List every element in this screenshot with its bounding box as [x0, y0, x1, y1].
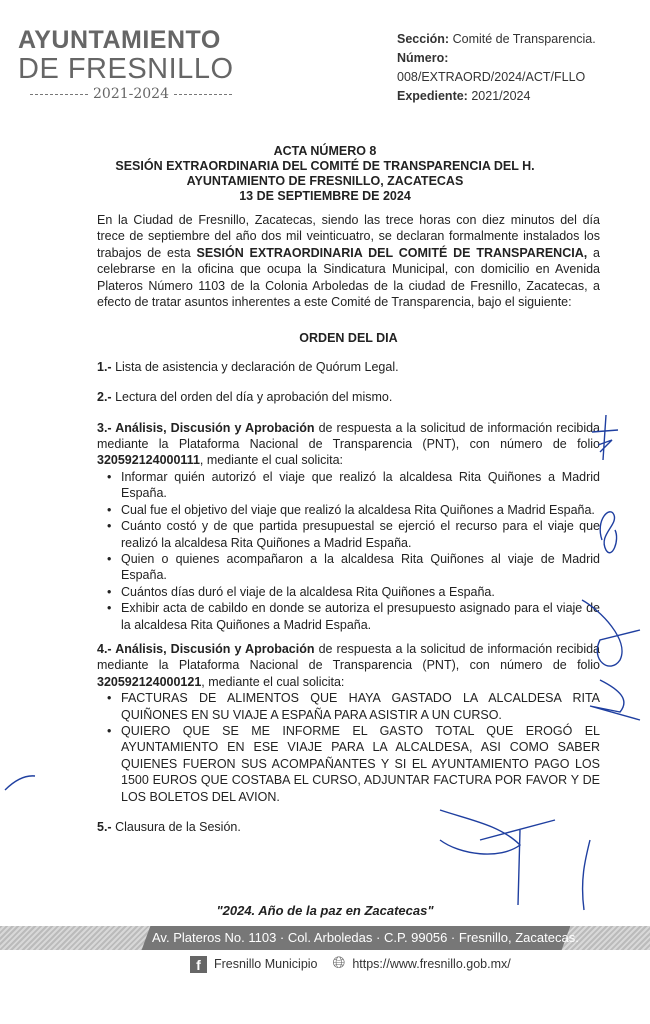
orden-item-4: [97, 641, 600, 805]
item-number: 5.-: [97, 820, 112, 834]
list-item: • Cual fue el objetivo del viaje que realizó la alcaldesa Rita Quiñones a Madrid España.: [97, 502, 600, 518]
title-line: SESIÓN EXTRAORDINARIA DEL COMITÉ DE TRANSPARENCIA DEL H.: [115, 159, 535, 173]
footer-address-band: [0, 926, 650, 950]
logo-years-text: 2021-2024: [93, 86, 169, 102]
item-text: , mediante el cual solicita:: [199, 453, 344, 468]
item-bold: Análisis, Discusión y Aprobación: [111, 641, 315, 656]
facebook-link[interactable]: Fresnillo Municipio: [214, 957, 318, 971]
footer-motto: "2024. Año de la paz en Zacatecas": [216, 903, 434, 918]
numero-label: Número:: [397, 51, 449, 65]
website-link[interactable]: https://www.fresnillo.gob.mx/: [352, 957, 511, 971]
signature-mark: [5, 776, 35, 790]
orden-item-1: [97, 359, 600, 375]
footer-contact: [190, 955, 511, 973]
intro-paragraph: [97, 212, 600, 310]
intro-text: a celebrarse en la oficina que ocupa la Sindicatura Municipal, con domicilio en Avenida Plateros Número 1103 de la Colonia Arboledas de la ciudad de Fresnillo, Zacatecas, a efecto de tratar asuntos inherentes a este Comité de Transparencia, bajo el siguiente:: [97, 245, 600, 310]
document-body: [97, 212, 600, 849]
logo-line2: DE FRESNILLO: [18, 53, 234, 85]
logo-line1: AYUNTAMIENTO: [18, 26, 221, 54]
signature-mark: [600, 512, 616, 553]
list-item: • Informar quién autorizó el viaje que realizó la alcaldesa Rita Quiñones a Madrid España.: [97, 469, 600, 502]
item-text: Clausura de la Sesión.: [111, 820, 241, 834]
title-line: AYUNTAMIENTO DE FRESNILLO, ZACATECAS: [186, 174, 464, 188]
orden-item-5: [97, 819, 600, 835]
item-number: 3.-: [97, 420, 112, 435]
document-meta: [397, 30, 596, 106]
orden-item-2: [97, 389, 600, 405]
item-number: 1.-: [97, 359, 112, 374]
seccion-label: Sección:: [397, 32, 450, 46]
list-item: • Quien o quienes acompañaron a la alcaldesa Rita Quiñones al viaje de Madrid España.: [97, 551, 600, 584]
item3-request-list: [97, 469, 600, 633]
facebook-icon: f: [190, 956, 207, 973]
title-line: 13 DE SEPTIEMBRE DE 2024: [239, 189, 411, 203]
folio-number: 320592124000111: [97, 453, 200, 468]
item-text: Lista de asistencia y declaración de Quórum Legal.: [111, 359, 399, 374]
list-item: • QUIERO QUE SE ME INFORME EL GASTO TOTAL QUE EROGÓ EL AYUNTAMIENTO EN ESE VIAJE PARA LA ALCALDESA, ASI COMO SABER QUIENES FUERON SUS ACOMPAÑANTES Y SI EL AYUNTAMIENTO PAGO LOS 1500 EUROS QUE COSTABA EL CURSO, ADJUNTAR FACTURA POR FAVOR Y DE LOS BOLETOS DEL AVION.: [97, 723, 600, 805]
orden-item-3: [97, 420, 600, 633]
logo-years: [30, 86, 232, 102]
footer-address: Av. Plateros No. 1103 · Col. Arboledas · C.P. 99056 · Fresnillo, Zacatecas.: [152, 930, 579, 945]
item-bold: Análisis, Discusión y Aprobación: [111, 420, 315, 435]
title-line: ACTA NÚMERO 8: [273, 144, 377, 158]
item-text: Lectura del orden del día y aprobación del mismo.: [111, 390, 393, 405]
expediente-value: 2021/2024: [471, 89, 531, 103]
list-item: • Exhibir acta de cabildo en donde se autoriza el presupuesto asignado para el viaje de la alcaldesa Rita Quiñones a Madrid España.: [97, 600, 600, 633]
item4-request-list: [97, 690, 600, 805]
list-item: • Cuánto costó y de que partida presupuestal se ejerció el recurso para el viaje que realizó la alcaldesa Rita Quiñones a Madrid España.: [97, 518, 600, 551]
numero-value: 008/EXTRAORD/2024/ACT/FLLO: [397, 70, 586, 84]
seccion-value: Comité de Transparencia.: [452, 32, 596, 46]
orden-heading: ORDEN DEL DIA: [299, 331, 398, 346]
expediente-label: Expediente:: [397, 89, 468, 103]
intro-text: En la Ciudad de Fresnillo, Zacatecas, siendo las trece horas con diez minutos del día trece de septiembre del año dos mil veinticuatro, se declaran formalmente instalados los trabajos de esta: [97, 213, 600, 260]
globe-icon: 🌐︎: [332, 955, 346, 972]
document-title: [0, 144, 650, 204]
list-item: • FACTURAS DE ALIMENTOS QUE HAYA GASTADO LA ALCALDESA RITA QUIÑONES EN SU VIAJE A ESPAÑA PARA ASISTIR A UN CURSO.: [97, 690, 600, 723]
item-text: , mediante el cual solicita:: [201, 674, 345, 689]
intro-bold: SESIÓN EXTRAORDINARIA DEL COMITÉ DE TRANSPARENCIA,: [196, 245, 588, 260]
item-text: de respuesta a la solicitud de información recibida mediante la Plataforma Nacional de Transparencia (PNT), con número de folio: [97, 420, 600, 452]
list-item: • Cuántos días duró el viaje de la alcaldesa Rita Quiñones a España.: [97, 584, 600, 600]
folio-number: 320592124000121: [97, 674, 202, 689]
item-number: 2.-: [97, 390, 112, 405]
item-text: de respuesta a la solicitud de información recibida mediante la Plataforma Nacional de Transparencia (PNT), con número de folio: [97, 641, 600, 673]
item-number: 4.-: [97, 641, 112, 656]
